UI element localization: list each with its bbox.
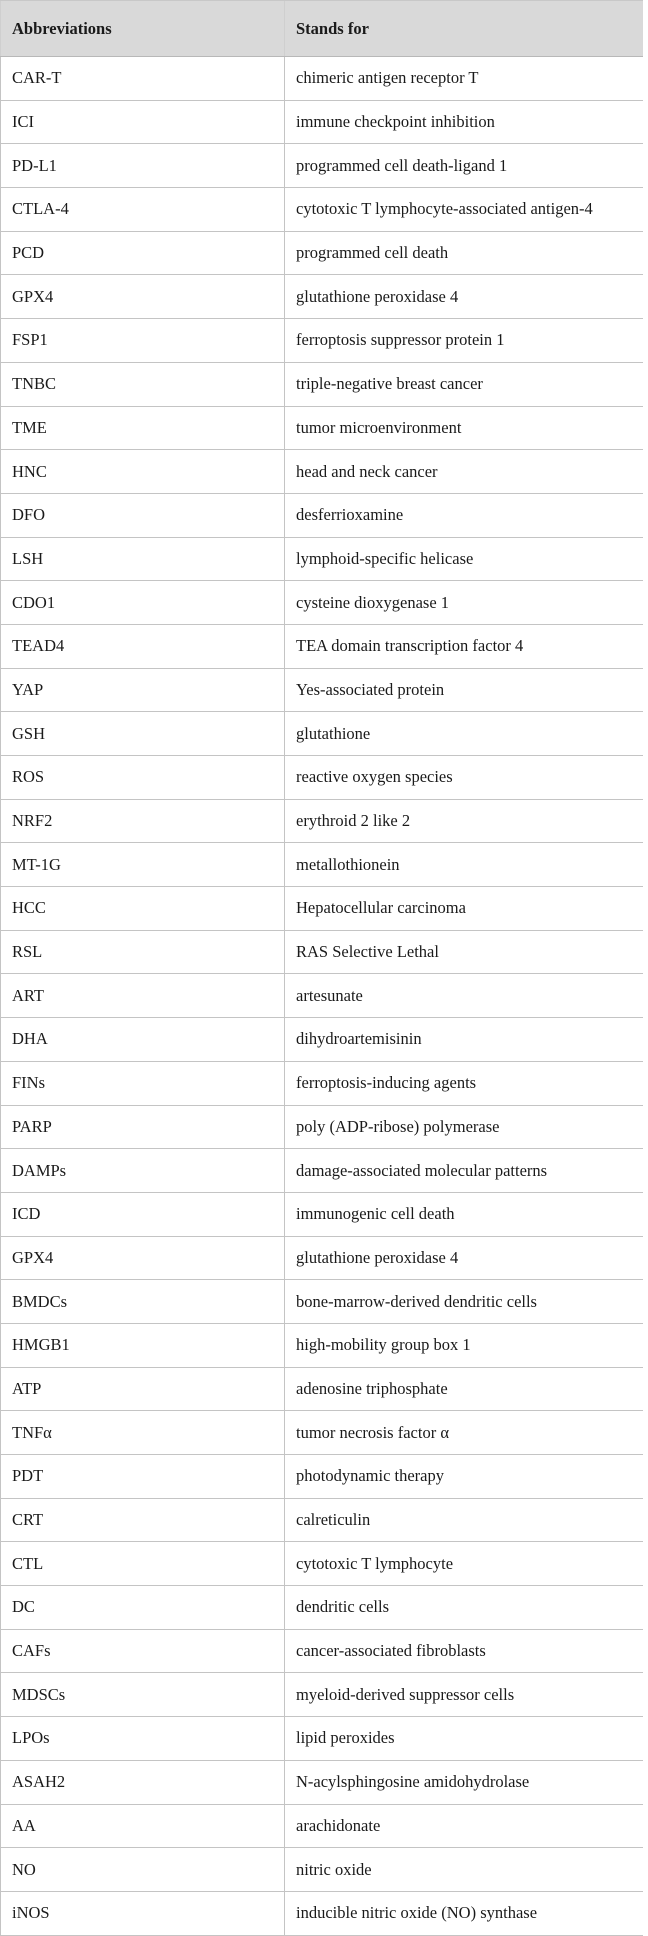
table-row xyxy=(1,275,644,319)
definition-cell: head and neck cancer xyxy=(285,450,644,494)
definition-cell: TEA domain transcription factor 4 xyxy=(285,624,644,668)
definition-cell: chimeric antigen receptor T xyxy=(285,57,644,101)
table-row xyxy=(1,624,644,668)
table-row xyxy=(1,144,644,188)
abbreviation-cell: YAP xyxy=(1,668,285,712)
abbreviation-cell: NRF2 xyxy=(1,799,285,843)
abbreviation-cell: DAMPs xyxy=(1,1149,285,1193)
abbreviation-cell: FINs xyxy=(1,1061,285,1105)
table-row xyxy=(1,1542,644,1586)
table-row xyxy=(1,1061,644,1105)
definition-cell: nitric oxide xyxy=(285,1848,644,1892)
definition-cell: cancer-associated fibroblasts xyxy=(285,1629,644,1673)
table-row xyxy=(1,1105,644,1149)
abbreviation-cell: HNC xyxy=(1,450,285,494)
abbreviation-cell: CDO1 xyxy=(1,581,285,625)
table-row xyxy=(1,1323,644,1367)
abbreviation-cell: GSH xyxy=(1,712,285,756)
abbreviation-cell: ROS xyxy=(1,756,285,800)
definition-cell: triple-negative breast cancer xyxy=(285,362,644,406)
definition-cell: inducible nitric oxide (NO) synthase xyxy=(285,1891,644,1935)
abbreviation-cell: TME xyxy=(1,406,285,450)
abbreviation-cell: TNFα xyxy=(1,1411,285,1455)
table-row xyxy=(1,1280,644,1324)
definition-cell: erythroid 2 like 2 xyxy=(285,799,644,843)
definition-cell: desferrioxamine xyxy=(285,493,644,537)
table-row xyxy=(1,1717,644,1761)
abbreviation-cell: iNOS xyxy=(1,1891,285,1935)
definition-cell: adenosine triphosphate xyxy=(285,1367,644,1411)
definition-cell: RAS Selective Lethal xyxy=(285,930,644,974)
definition-cell: glutathione xyxy=(285,712,644,756)
abbreviation-cell: PCD xyxy=(1,231,285,275)
definition-cell: ferroptosis suppressor protein 1 xyxy=(285,319,644,363)
table-row xyxy=(1,188,644,232)
abbreviation-cell: CAR-T xyxy=(1,57,285,101)
definition-cell: N-acylsphingosine amidohydrolase xyxy=(285,1760,644,1804)
abbreviation-cell: TEAD4 xyxy=(1,624,285,668)
definition-cell: lipid peroxides xyxy=(285,1717,644,1761)
definition-cell: glutathione peroxidase 4 xyxy=(285,1236,644,1280)
table-row xyxy=(1,1891,644,1935)
definition-cell: ferroptosis-inducing agents xyxy=(285,1061,644,1105)
abbreviation-cell: FSP1 xyxy=(1,319,285,363)
header-abbreviations: Abbreviations xyxy=(1,1,285,57)
definition-cell: myeloid-derived suppressor cells xyxy=(285,1673,644,1717)
abbreviation-cell: RSL xyxy=(1,930,285,974)
abbreviation-cell: HMGB1 xyxy=(1,1323,285,1367)
abbreviation-cell: CTLA-4 xyxy=(1,188,285,232)
definition-cell: poly (ADP-ribose) polymerase xyxy=(285,1105,644,1149)
definition-cell: high-mobility group box 1 xyxy=(285,1323,644,1367)
definition-cell: cytotoxic T lymphocyte xyxy=(285,1542,644,1586)
definition-cell: tumor necrosis factor α xyxy=(285,1411,644,1455)
table-row xyxy=(1,887,644,931)
abbreviation-cell: MDSCs xyxy=(1,1673,285,1717)
table-row xyxy=(1,1367,644,1411)
header-row xyxy=(1,1,644,57)
table-row xyxy=(1,712,644,756)
table-row xyxy=(1,406,644,450)
table-row xyxy=(1,1455,644,1499)
definition-cell: glutathione peroxidase 4 xyxy=(285,275,644,319)
table-row xyxy=(1,1629,644,1673)
abbreviation-cell: CAFs xyxy=(1,1629,285,1673)
table-row xyxy=(1,1673,644,1717)
table-row xyxy=(1,1760,644,1804)
table-row xyxy=(1,1498,644,1542)
table-row xyxy=(1,450,644,494)
definition-cell: Yes-associated protein xyxy=(285,668,644,712)
table-row xyxy=(1,756,644,800)
table-row xyxy=(1,1018,644,1062)
definition-cell: Hepatocellular carcinoma xyxy=(285,887,644,931)
table-row xyxy=(1,537,644,581)
table-body xyxy=(1,57,644,1936)
abbreviation-cell: PARP xyxy=(1,1105,285,1149)
table-row xyxy=(1,1236,644,1280)
definition-cell: arachidonate xyxy=(285,1804,644,1848)
abbreviation-cell: ICD xyxy=(1,1192,285,1236)
abbreviation-cell: ASAH2 xyxy=(1,1760,285,1804)
definition-cell: dendritic cells xyxy=(285,1586,644,1630)
table-row xyxy=(1,1586,644,1630)
header-stands-for: Stands for xyxy=(285,1,644,57)
abbreviation-cell: BMDCs xyxy=(1,1280,285,1324)
table-row xyxy=(1,1804,644,1848)
definition-cell: photodynamic therapy xyxy=(285,1455,644,1499)
definition-cell: tumor microenvironment xyxy=(285,406,644,450)
definition-cell: calreticulin xyxy=(285,1498,644,1542)
abbreviation-cell: ART xyxy=(1,974,285,1018)
abbreviation-cell: ATP xyxy=(1,1367,285,1411)
abbreviation-cell: GPX4 xyxy=(1,275,285,319)
table-row xyxy=(1,974,644,1018)
table-row xyxy=(1,930,644,974)
abbreviation-cell: CTL xyxy=(1,1542,285,1586)
definition-cell: immune checkpoint inhibition xyxy=(285,100,644,144)
table-header xyxy=(1,1,644,57)
table-row xyxy=(1,100,644,144)
abbreviation-cell: PDT xyxy=(1,1455,285,1499)
abbreviation-cell: DC xyxy=(1,1586,285,1630)
table-row xyxy=(1,799,644,843)
definition-cell: metallothionein xyxy=(285,843,644,887)
abbreviation-cell: ICI xyxy=(1,100,285,144)
table-row xyxy=(1,231,644,275)
abbreviation-cell: PD-L1 xyxy=(1,144,285,188)
definition-cell: artesunate xyxy=(285,974,644,1018)
abbreviation-cell: LPOs xyxy=(1,1717,285,1761)
table-row xyxy=(1,1192,644,1236)
abbreviation-cell: HCC xyxy=(1,887,285,931)
table-row xyxy=(1,493,644,537)
table-row xyxy=(1,1149,644,1193)
table-row xyxy=(1,1848,644,1892)
definition-cell: immunogenic cell death xyxy=(285,1192,644,1236)
definition-cell: dihydroartemisinin xyxy=(285,1018,644,1062)
table-row xyxy=(1,57,644,101)
definition-cell: programmed cell death xyxy=(285,231,644,275)
abbreviation-cell: AA xyxy=(1,1804,285,1848)
abbreviation-cell: GPX4 xyxy=(1,1236,285,1280)
table-row xyxy=(1,319,644,363)
abbreviation-cell: TNBC xyxy=(1,362,285,406)
table-row xyxy=(1,1411,644,1455)
abbreviation-cell: DHA xyxy=(1,1018,285,1062)
definition-cell: reactive oxygen species xyxy=(285,756,644,800)
table-row xyxy=(1,362,644,406)
definition-cell: cytotoxic T lymphocyte-associated antigen-4 xyxy=(285,188,644,232)
definition-cell: damage-associated molecular patterns xyxy=(285,1149,644,1193)
table-row xyxy=(1,843,644,887)
definition-cell: programmed cell death-ligand 1 xyxy=(285,144,644,188)
definition-cell: cysteine dioxygenase 1 xyxy=(285,581,644,625)
abbreviation-cell: MT-1G xyxy=(1,843,285,887)
abbreviation-cell: DFO xyxy=(1,493,285,537)
table-row xyxy=(1,668,644,712)
abbreviation-cell: CRT xyxy=(1,1498,285,1542)
abbreviation-cell: NO xyxy=(1,1848,285,1892)
abbreviation-cell: LSH xyxy=(1,537,285,581)
table-row xyxy=(1,581,644,625)
definition-cell: bone-marrow-derived dendritic cells xyxy=(285,1280,644,1324)
definition-cell: lymphoid-specific helicase xyxy=(285,537,644,581)
